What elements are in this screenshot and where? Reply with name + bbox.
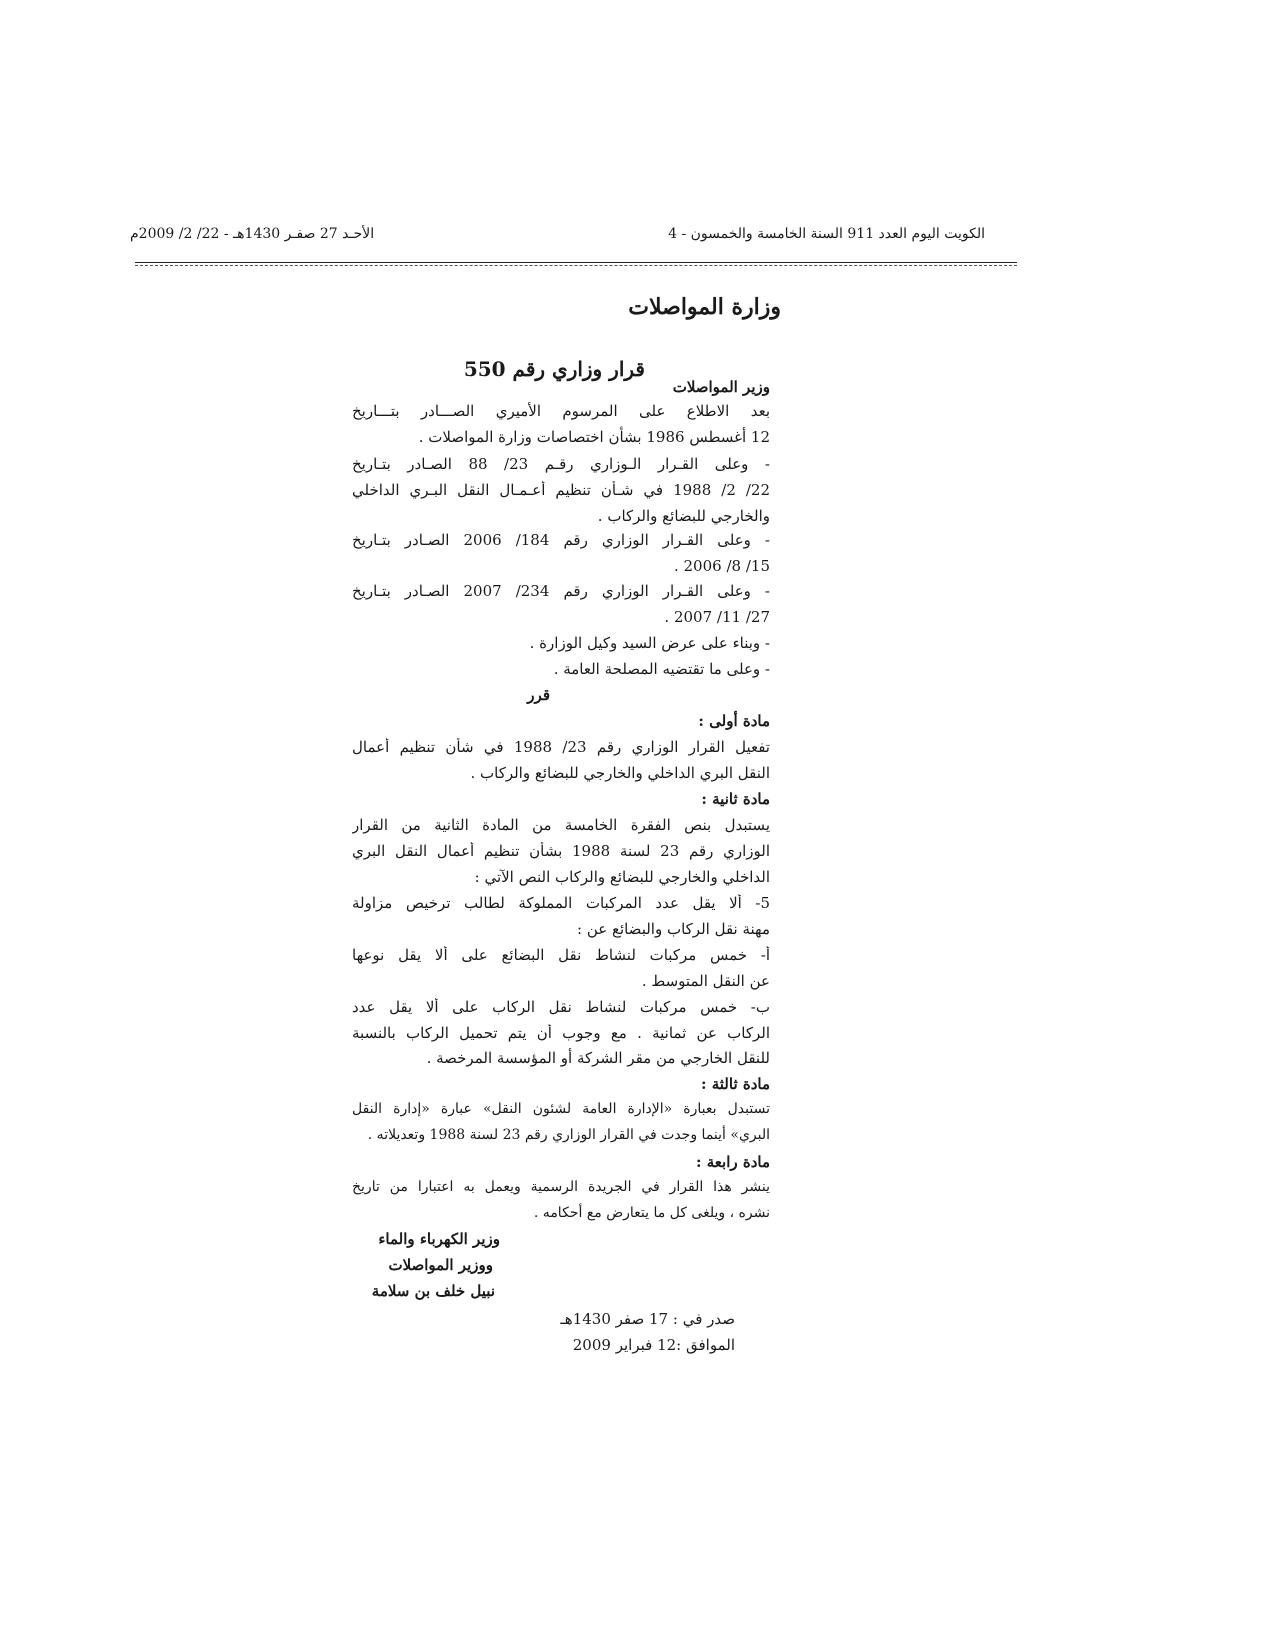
article-line: 5- ألا يقل عدد المركبات المملوكة لطالب ترخيص مزاولة	[352, 894, 770, 912]
decree-title: قرار وزاري رقم 550	[463, 357, 645, 381]
preamble-line: 22/ 2/ 1988 في شـأن تنظيم أعـمـال النقل البـري الداخلي	[352, 481, 770, 499]
preamble-line: 15/ 8/ 2006 .	[673, 557, 770, 575]
article-line: يستبدل بنص الفقرة الخامسة من المادة الثانية من القرار	[352, 816, 770, 834]
decided-heading: قرر	[527, 686, 550, 704]
article-line: الوزاري رقم 23 لسنة 1988 بشأن تنظيم أعمال النقل البري	[352, 842, 770, 860]
article-heading: مادة ثانية :	[701, 790, 770, 808]
preamble-line: - وعلى القـرار الوزاري رقم 234/ 2007 الصـادر بتـاريخ	[352, 582, 770, 600]
preamble-line: والخارجي للبضائع والركاب .	[597, 507, 770, 525]
article-line: مهنة نقل الركاب والبضائع عن :	[577, 920, 770, 938]
preamble-line: 27/ 11/ 2007 .	[664, 608, 770, 626]
article-line: تستبدل بعبارة «الإدارة العامة لشئون النقل» عبارة «إدارة النقل	[352, 1101, 770, 1117]
article-line: ينشر هذا القرار في الجريدة الرسمية ويعمل به اعتبارا من تاريخ	[352, 1179, 770, 1195]
article-heading: مادة ثالثة :	[700, 1075, 770, 1093]
preamble-line: - وعلى القـرار الوزاري رقم 184/ 2006 الصـادر بتـاريخ	[352, 531, 770, 549]
header-rule	[135, 262, 1017, 266]
header-date: الأحـد 27 صفـر 1430هـ - 22/ 2/ 2009م	[130, 226, 375, 242]
ministry-heading: وزارة المواصلات	[628, 294, 781, 320]
signature-title: وزير الكهرباء والماء	[378, 1230, 500, 1248]
article-line: عن النقل المتوسط .	[641, 972, 770, 990]
header-issue-info: الكويت اليوم العدد 911 السنة الخامسة والخمسون - 4	[668, 226, 985, 242]
article-line: الداخلي والخارجي للبضائع والركاب النص الآتي :	[474, 868, 770, 886]
article-line: النقل البري الداخلي والخارجي للبضائع والركاب .	[470, 764, 770, 782]
issue-date-hijri: صدر في : 17 صفر 1430هـ	[560, 1310, 735, 1328]
article-line: الركاب عن ثمانية . مع وجوب أن يتم تحميل الركاب بالنسبة	[352, 1024, 770, 1042]
article-heading: مادة أولى :	[698, 712, 770, 730]
preamble-line: - وبناء على عرض السيد وكيل الوزارة .	[529, 634, 770, 652]
decree-issuer: وزير المواصلات	[672, 378, 770, 396]
preamble-line: - وعلى ما تقتضيه المصلحة العامة .	[553, 660, 770, 678]
article-heading: مادة رابعة :	[696, 1153, 770, 1171]
preamble-line: 12 أغسطس 1986 بشأن اختصاصات وزارة المواصلات .	[418, 428, 770, 446]
article-line: للنقل الخارجي من مقر الشركة أو المؤسسة المرخصة .	[426, 1049, 770, 1067]
preamble-line: - وعلى القـرار الـوزاري رقـم 23/ 88 الصـادر بتـاريخ	[352, 455, 770, 473]
article-line: نشره ، ويلغى كل ما يتعارض مع أحكامه .	[533, 1205, 770, 1221]
signature-name: نبيل خلف بن سلامة	[371, 1282, 495, 1300]
article-line: ب- خمس مركبات لنشاط نقل الركاب على ألا يقل عدد	[352, 998, 770, 1016]
preamble-line: بعد الاطلاع على المرسوم الأميري الصـــادر بتـــاريخ	[352, 402, 770, 420]
signature-title: ووزير المواصلات	[388, 1256, 493, 1274]
issue-date-gregorian: الموافق :12 فبراير 2009	[572, 1336, 735, 1354]
article-line: تفعيل القرار الوزاري رقم 23/ 1988 في شأن تنظيم أعمال	[352, 738, 770, 756]
article-line: أ- خمس مركبات لنشاط نقل البضائع على ألا يقل نوعها	[352, 946, 770, 964]
article-line: البري» أينما وجدت في القرار الوزاري رقم 23 لسنة 1988 وتعديلاته .	[367, 1127, 770, 1143]
